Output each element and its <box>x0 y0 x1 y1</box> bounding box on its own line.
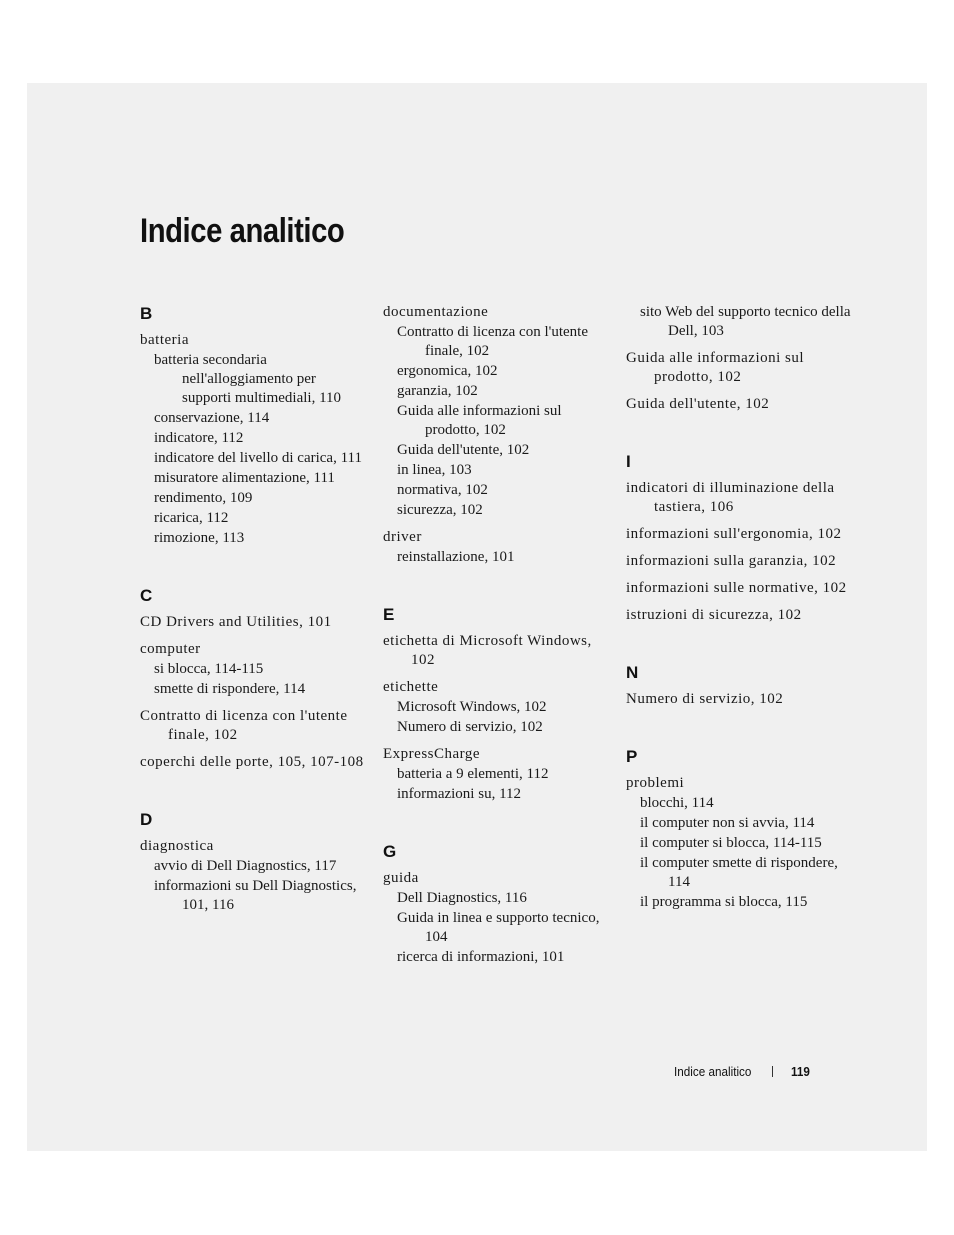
entry-sub: Contratto di licenza con l'utente finale, 102 <box>397 324 588 359</box>
index-entry-etichetta <box>383 632 608 670</box>
page-footer <box>674 1061 812 1081</box>
index-column-1 <box>140 303 365 915</box>
entry-sub: indicatore del livello di carica, 111 <box>154 450 362 466</box>
entry-sub: sicurezza, 102 <box>397 502 483 518</box>
entry-head: guida <box>383 870 419 886</box>
entry-sub: Microsoft Windows, 102 <box>397 699 547 715</box>
entry-sub: indicatore, 112 <box>154 430 244 446</box>
entry-sub: avvio di Dell Diagnostics, 117 <box>154 858 337 874</box>
entry-head: Numero di servizio, 102 <box>626 691 784 707</box>
index-entry-contratto <box>140 707 365 745</box>
entry-head: informazioni sulla garanzia, 102 <box>626 553 837 569</box>
entry-sub: rimozione, 113 <box>154 530 245 546</box>
entry-head: informazioni sull'ergonomia, 102 <box>626 526 842 542</box>
entry-head: Guida dell'utente, 102 <box>626 396 770 412</box>
section-letter-n: N <box>626 663 639 682</box>
index-entry-guida-informazioni <box>626 349 851 387</box>
entry-sub: normativa, 102 <box>397 482 488 498</box>
index-entry-guida-utente <box>626 395 851 414</box>
entry-sub: il computer si blocca, 114-115 <box>640 835 822 851</box>
index-entry-batteria <box>140 331 365 548</box>
section-letter-c: C <box>140 586 153 605</box>
index-entry-istruzioni <box>626 606 851 625</box>
entry-sub: il programma si blocca, 115 <box>640 894 808 910</box>
entry-sub: ricarica, 112 <box>154 510 229 526</box>
index-entry-computer <box>140 640 365 699</box>
entry-sub: Guida alle informazioni sul prodotto, 102 <box>397 403 562 438</box>
entry-head: diagnostica <box>140 838 214 854</box>
index-entry-driver <box>383 528 608 567</box>
index-column-2 <box>383 303 608 967</box>
entry-head: CD Drivers and Utilities, 101 <box>140 614 332 630</box>
index-entry-garanzia <box>626 552 851 571</box>
index-entry-etichette <box>383 678 608 737</box>
index-entry-problemi <box>626 774 851 912</box>
index-entry-continued <box>626 303 851 341</box>
entry-head: informazioni sulle normative, 102 <box>626 580 847 596</box>
section-letter-e: E <box>383 605 395 624</box>
entry-head: indicatori di illuminazione della tastiera, 106 <box>626 480 835 515</box>
entry-sub: blocchi, 114 <box>640 795 714 811</box>
entry-head: problemi <box>626 775 685 791</box>
entry-sub: ergonomica, 102 <box>397 363 498 379</box>
entry-sub: informazioni su Dell Diagnostics, 101, 116 <box>154 878 357 913</box>
entry-head: Contratto di licenza con l'utente finale, 102 <box>140 708 348 743</box>
page-number: 119 <box>791 1063 810 1079</box>
entry-sub: reinstallazione, 101 <box>397 549 515 565</box>
entry-sub: misuratore alimentazione, 111 <box>154 470 335 486</box>
index-entry-indicatori <box>626 479 851 517</box>
index-entry-diagnostica <box>140 837 365 915</box>
entry-sub: smette di rispondere, 114 <box>154 681 306 697</box>
entry-sub: si blocca, 114-115 <box>154 661 264 677</box>
entry-head: etichette <box>383 679 439 695</box>
index-entry-normative <box>626 579 851 598</box>
entry-sub: batteria a 9 elementi, 112 <box>397 766 549 782</box>
index-entry-numero-servizio <box>626 690 851 709</box>
section-letter-p: P <box>626 747 638 766</box>
entry-sub: conservazione, 114 <box>154 410 270 426</box>
index-entry-cd-drivers <box>140 613 365 632</box>
entry-sub: il computer smette di rispondere, 114 <box>640 855 838 890</box>
entry-sub: garanzia, 102 <box>397 383 478 399</box>
section-letter-i: I <box>626 452 631 471</box>
entry-sub: il computer non si avvia, 114 <box>640 815 815 831</box>
index-column-3 <box>626 303 851 912</box>
entry-sub: in linea, 103 <box>397 462 472 478</box>
index-entry-coperchi <box>140 753 365 772</box>
entry-head: documentazione <box>383 304 489 320</box>
section-letter-g: G <box>383 842 397 861</box>
entry-sub: Dell Diagnostics, 116 <box>397 890 527 906</box>
entry-head: etichetta di Microsoft Windows, 102 <box>383 633 592 668</box>
index-entry-ergonomia <box>626 525 851 544</box>
footer-separator <box>772 1066 773 1077</box>
entry-head: batteria <box>140 332 189 348</box>
entry-sub: Guida in linea e supporto tecnico, 104 <box>397 910 600 945</box>
footer-label: Indice analitico <box>674 1063 752 1079</box>
entry-head: Guida alle informazioni sul prodotto, 102 <box>626 350 805 385</box>
entry-sub: informazioni su, 112 <box>397 786 522 802</box>
entry-head: ExpressCharge <box>383 746 481 762</box>
entry-head: computer <box>140 641 201 657</box>
entry-sub: sito Web del supporto tecnico della Dell, 103 <box>640 304 851 339</box>
entry-sub: Guida dell'utente, 102 <box>397 442 530 458</box>
entry-head: istruzioni di sicurezza, 102 <box>626 607 802 623</box>
entry-head: coperchi delle porte, 105, 107-108 <box>140 754 364 770</box>
page-title: Indice analitico <box>140 212 345 250</box>
index-entry-expresscharge <box>383 745 608 804</box>
entry-sub: rendimento, 109 <box>154 490 253 506</box>
entry-sub: Numero di servizio, 102 <box>397 719 543 735</box>
entry-sub: ricerca di informazioni, 101 <box>397 949 565 965</box>
section-letter-d: D <box>140 810 153 829</box>
index-entry-guida <box>383 869 608 967</box>
section-letter-b: B <box>140 304 153 323</box>
entry-head: driver <box>383 529 422 545</box>
index-entry-documentazione <box>383 303 608 520</box>
entry-sub: batteria secondaria nell'alloggiamento per supporti multimediali, 110 <box>154 352 342 406</box>
